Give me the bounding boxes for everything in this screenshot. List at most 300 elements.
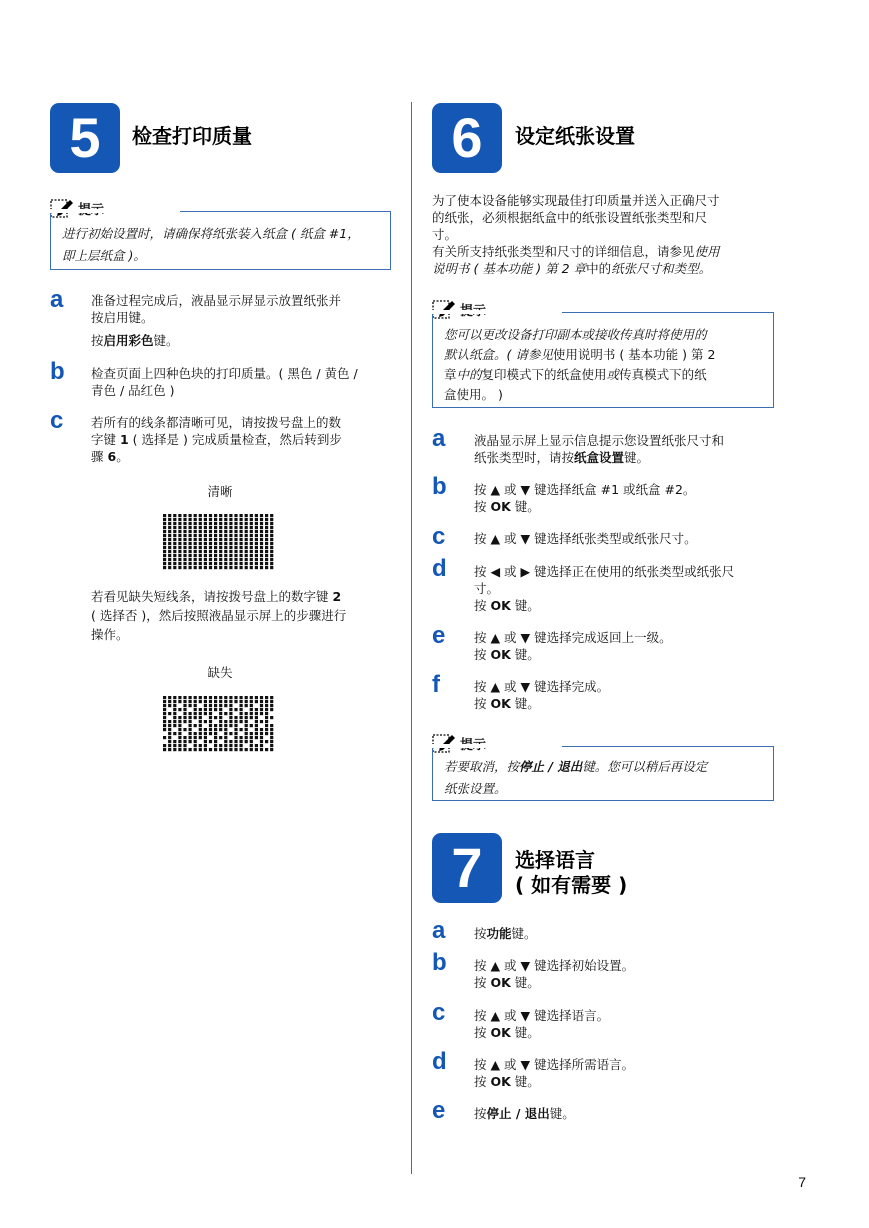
pattern-line-segment (214, 732, 217, 735)
step-7a-text (474, 925, 774, 942)
pattern-line-segment (219, 712, 222, 715)
pattern-line-segment (189, 530, 192, 533)
pattern-line-segment (240, 550, 243, 553)
text: 按 (474, 647, 491, 662)
pattern-line-segment (178, 518, 181, 521)
pattern-line-segment (224, 534, 227, 537)
pattern-line-segment (194, 704, 197, 707)
step-6-note-text (444, 325, 769, 405)
pattern-line-segment (245, 550, 248, 553)
title-line: ( 如有需要 ) (515, 873, 628, 897)
pattern-line-segment (199, 700, 202, 703)
pattern-line-segment (234, 546, 237, 549)
step-7c-text (474, 1007, 774, 1041)
pattern-line-segment (194, 546, 197, 549)
pattern-line-segment (255, 732, 258, 735)
pattern-line-segment (173, 700, 176, 703)
pattern-line-segment (265, 562, 268, 565)
text: 使用 (694, 244, 720, 259)
pattern-line-segment (183, 740, 186, 743)
pattern-line-segment (204, 704, 207, 707)
key-name: 停止 / 退出 (486, 1106, 550, 1121)
text-line: 按 ◀ 或 ▶ 键选择正在使用的纸张类型或纸张尺 (474, 564, 735, 579)
pattern-line-segment (250, 740, 253, 743)
text: 按 (474, 499, 491, 514)
pattern-line-segment (178, 732, 181, 735)
pattern-line-segment (245, 534, 248, 537)
pattern-line-segment (229, 550, 232, 553)
pattern-line-segment (204, 736, 207, 739)
text-line: 液晶显示屏上显示信息提示您设置纸张尺寸和 (474, 433, 725, 448)
pattern-line-segment (250, 732, 253, 735)
pattern-line-segment (224, 538, 227, 541)
pattern-line-segment (194, 530, 197, 533)
pattern-line-segment (178, 542, 181, 545)
key-name: 纸盒设置 (574, 450, 625, 465)
pattern-line-segment (234, 558, 237, 561)
text: 键。 (510, 1074, 540, 1089)
pattern-line-segment (209, 700, 212, 703)
clear-pattern-image (162, 514, 276, 570)
pattern-line-segment (163, 696, 166, 699)
pattern-line-segment (173, 740, 176, 743)
pattern-line-segment (234, 728, 237, 731)
step-7-badge: 7 (432, 833, 502, 903)
pattern-line-segment (234, 732, 237, 735)
pattern-line-segment (194, 534, 197, 537)
pattern-line-segment (168, 530, 171, 533)
missing-pattern-image (162, 696, 276, 752)
pattern-line-segment (204, 550, 207, 553)
text-line (432, 260, 777, 277)
pattern-line-segment (265, 514, 268, 517)
pattern-line-segment (229, 748, 232, 751)
pattern-line-segment (260, 526, 263, 529)
pattern-line-segment (204, 518, 207, 521)
pattern-line-segment (183, 538, 186, 541)
pattern-line-segment (173, 526, 176, 529)
pattern-line-segment (194, 712, 197, 715)
text: 中的 (586, 261, 612, 276)
pattern-line-segment (245, 724, 248, 727)
pattern-line-segment (255, 728, 258, 731)
pattern-line-segment (219, 514, 222, 517)
step-6b-text (474, 481, 774, 515)
text: 。 (116, 449, 129, 464)
pattern-line-segment (214, 744, 217, 747)
pattern-line-segment (163, 550, 166, 553)
pattern-line-segment (219, 550, 222, 553)
pattern-line-segment (245, 712, 248, 715)
pattern-line-segment (270, 566, 273, 569)
pattern-line-segment (178, 724, 181, 727)
pattern-line-segment (240, 526, 243, 529)
pattern-line-segment (219, 700, 222, 703)
pattern-line-segment (224, 518, 227, 521)
text: 键。 (153, 333, 179, 348)
key-name: OK (490, 1074, 511, 1089)
pattern-line-segment (168, 748, 171, 751)
pattern-line-segment (245, 720, 248, 723)
pattern-line-segment (229, 562, 232, 565)
pattern-line-segment (163, 526, 166, 529)
pattern-line-segment (240, 530, 243, 533)
text-line (91, 448, 391, 465)
step-letter: d (432, 1048, 447, 1075)
pattern-line-segment (183, 712, 186, 715)
pattern-line-segment (168, 732, 171, 735)
pattern-line-segment (270, 522, 273, 525)
pattern-line-segment (265, 712, 268, 715)
pattern-line-segment (245, 546, 248, 549)
pattern-line-segment (189, 514, 192, 517)
note-line: 您可以更改设备打印副本或接收传真时将使用的 (444, 327, 707, 342)
pattern-line-segment (234, 550, 237, 553)
pattern-line-segment (270, 708, 273, 711)
pattern-line-segment (255, 522, 258, 525)
pattern-line-segment (163, 546, 166, 549)
pattern-line-segment (270, 530, 273, 533)
pattern-line-segment (189, 566, 192, 569)
pattern-line-segment (194, 744, 197, 747)
pattern-line-segment (183, 534, 186, 537)
pattern-line-segment (173, 724, 176, 727)
pattern-line-segment (260, 732, 263, 735)
pattern-line-segment (270, 558, 273, 561)
text: 键。 (510, 696, 540, 711)
key-name: 2 (332, 589, 342, 604)
pattern-line-segment (168, 558, 171, 561)
pattern-line-segment (255, 696, 258, 699)
pattern-line-segment (168, 696, 171, 699)
pattern-line-segment (260, 546, 263, 549)
text: 复印模式下的纸盒使用 (481, 367, 607, 382)
pattern-line-segment (204, 732, 207, 735)
pattern-line-segment (270, 704, 273, 707)
pattern-line-segment (163, 720, 166, 723)
pattern-line-segment (245, 514, 248, 517)
step-letter: a (50, 286, 64, 313)
pattern-line-segment (265, 696, 268, 699)
pattern-line-segment (163, 534, 166, 537)
pattern-line-segment (250, 716, 253, 719)
note-line: 进行初始设置时，请确保将纸张装入纸盒 ( 纸盒 #1， (62, 226, 360, 241)
pattern-line-segment (260, 558, 263, 561)
pattern-line-segment (214, 704, 217, 707)
pattern-line-segment (270, 744, 273, 747)
pattern-line-segment (270, 526, 273, 529)
pattern-line-segment (209, 748, 212, 751)
pattern-line-segment (178, 716, 181, 719)
pattern-line-segment (189, 732, 192, 735)
pattern-line-segment (204, 530, 207, 533)
pattern-line-segment (229, 566, 232, 569)
pattern-line-segment (265, 728, 268, 731)
pattern-line-segment (199, 518, 202, 521)
pattern-line-segment (173, 538, 176, 541)
pattern-line-segment (229, 724, 232, 727)
pattern-line-segment (224, 554, 227, 557)
pattern-line-segment (260, 522, 263, 525)
text: 若要取消，按 (444, 759, 520, 774)
pattern-line-segment (250, 554, 253, 557)
pattern-line-segment (199, 744, 202, 747)
text-line (474, 974, 774, 991)
text-line (474, 1073, 774, 1090)
pattern-line-segment (270, 550, 273, 553)
pattern-line-segment (219, 696, 222, 699)
pattern-line-segment (194, 554, 197, 557)
pattern-line-segment (168, 566, 171, 569)
pattern-line-segment (214, 700, 217, 703)
pattern-line-segment (214, 550, 217, 553)
pattern-line-segment (199, 720, 202, 723)
note-line (444, 756, 769, 778)
pattern-line-segment (270, 562, 273, 565)
pattern-line-segment (168, 538, 171, 541)
text-line: 按 ▲ 或 ▼ 键选择纸盒 #1 或纸盒 #2。 (474, 482, 696, 497)
pattern-line-segment (199, 554, 202, 557)
pattern-line-segment (265, 558, 268, 561)
pattern-line-segment (189, 562, 192, 565)
pattern-line-segment (183, 530, 186, 533)
pattern-line-segment (178, 700, 181, 703)
pattern-line-segment (250, 704, 253, 707)
text: 键。 (510, 647, 540, 662)
pattern-line-segment (178, 748, 181, 751)
pattern-line-segment (234, 562, 237, 565)
note-line (444, 345, 769, 365)
pattern-line-segment (178, 720, 181, 723)
pattern-line-segment (199, 732, 202, 735)
pattern-line-segment (260, 566, 263, 569)
pattern-line-segment (199, 736, 202, 739)
pattern-line-segment (183, 522, 186, 525)
step-letter: f (432, 671, 440, 698)
pattern-line-segment (199, 538, 202, 541)
pattern-line-segment (219, 736, 222, 739)
pattern-line-segment (265, 522, 268, 525)
pattern-line-segment (168, 720, 171, 723)
text: 字键 (91, 432, 120, 447)
pattern-line-segment (240, 716, 243, 719)
pattern-line-segment (234, 724, 237, 727)
pattern-line-segment (245, 748, 248, 751)
pattern-line-segment (270, 700, 273, 703)
pattern-line-segment (173, 748, 176, 751)
text: 传真模式下的纸 (619, 367, 707, 382)
pattern-line-segment (219, 522, 222, 525)
pattern-line-segment (189, 522, 192, 525)
pattern-line-segment (229, 546, 232, 549)
pattern-line-segment (178, 514, 181, 517)
pattern-line-segment (270, 554, 273, 557)
pattern-line-segment (219, 562, 222, 565)
pattern-line-segment (260, 550, 263, 553)
pattern-line-segment (199, 522, 202, 525)
pattern-line-segment (265, 542, 268, 545)
text: 使用说明书 ( 基本功能 ) 第 2 (552, 347, 716, 362)
pattern-line-segment (240, 704, 243, 707)
step-6-note (432, 298, 774, 408)
pattern-line-segment (234, 708, 237, 711)
pattern-line-segment (209, 720, 212, 723)
pattern-line-segment (234, 736, 237, 739)
text: 键。 (549, 1106, 575, 1121)
pattern-line-segment (163, 530, 166, 533)
pattern-line-segment (219, 748, 222, 751)
step-letter: b (432, 473, 447, 500)
pattern-line-segment (189, 740, 192, 743)
step-letter: e (432, 1097, 446, 1124)
note-line (444, 365, 769, 385)
pattern-line-segment (265, 700, 268, 703)
pattern-line-segment (214, 716, 217, 719)
pattern-line-segment (168, 740, 171, 743)
pattern-line-segment (204, 744, 207, 747)
step-5-note-text (62, 223, 387, 267)
text: 键。 (510, 1025, 540, 1040)
pattern-line-segment (270, 534, 273, 537)
pattern-line-segment (199, 708, 202, 711)
pattern-line-segment (224, 700, 227, 703)
pattern-line-segment (214, 546, 217, 549)
text: 键。 (510, 975, 540, 990)
pattern-line-segment (245, 518, 248, 521)
pattern-line-segment (163, 708, 166, 711)
pattern-line-segment (255, 538, 258, 541)
pattern-line-segment (224, 732, 227, 735)
pattern-line-segment (270, 740, 273, 743)
pattern-line-segment (245, 740, 248, 743)
pattern-line-segment (209, 716, 212, 719)
pattern-line-segment (229, 712, 232, 715)
pattern-line-segment (173, 696, 176, 699)
pattern-line-segment (240, 720, 243, 723)
pattern-line-segment (194, 526, 197, 529)
pattern-line-segment (245, 736, 248, 739)
pattern-line-segment (234, 700, 237, 703)
pattern-line-segment (183, 696, 186, 699)
pattern-line-segment (183, 518, 186, 521)
pattern-line-segment (189, 720, 192, 723)
pattern-line-segment (234, 748, 237, 751)
pattern-line-segment (189, 542, 192, 545)
pattern-line-segment (265, 554, 268, 557)
pattern-line-segment (214, 542, 217, 545)
pattern-line-segment (229, 700, 232, 703)
pattern-line-segment (240, 538, 243, 541)
pattern-line-segment (219, 716, 222, 719)
pattern-line-segment (199, 712, 202, 715)
pattern-line-segment (229, 518, 232, 521)
pattern-line-segment (240, 736, 243, 739)
pattern-line-segment (229, 740, 232, 743)
pattern-line-segment (265, 534, 268, 537)
pattern-line-segment (265, 518, 268, 521)
pattern-line-segment (234, 566, 237, 569)
pattern-line-segment (173, 518, 176, 521)
pattern-line-segment (209, 538, 212, 541)
pattern-line-segment (255, 744, 258, 747)
pattern-line-segment (199, 530, 202, 533)
text: 或 (606, 367, 620, 382)
pattern-line-segment (178, 550, 181, 553)
pattern-line-segment (199, 728, 202, 731)
pattern-line-segment (178, 740, 181, 743)
pattern-line-segment (245, 522, 248, 525)
pattern-line-segment (245, 558, 248, 561)
key-name: OK (490, 1025, 511, 1040)
missing-label: 缺失 (207, 665, 233, 680)
pattern-line-segment (255, 542, 258, 545)
text: 说明书 ( 基本功能 ) 第 2 章 (432, 261, 587, 276)
pattern-line-segment (168, 728, 171, 731)
pattern-line-segment (224, 712, 227, 715)
step-7b-text (474, 957, 774, 991)
pattern-line-segment (260, 708, 263, 711)
pattern-line-segment (214, 736, 217, 739)
pattern-line-segment (265, 526, 268, 529)
step-6a-text (474, 432, 774, 466)
pattern-line-segment (260, 696, 263, 699)
step-5c-text (91, 414, 391, 465)
pattern-line-segment (234, 514, 237, 517)
pattern-line-segment (260, 518, 263, 521)
text-line (432, 243, 777, 260)
pattern-line-segment (214, 748, 217, 751)
pattern-line-segment (163, 748, 166, 751)
step-6-intro (432, 192, 777, 277)
text: 键。 (624, 450, 650, 465)
pattern-line-segment (214, 518, 217, 521)
pattern-line-segment (204, 546, 207, 549)
step-5-title: 检查打印质量 (132, 124, 252, 148)
pattern-line-segment (255, 716, 258, 719)
pattern-line-segment (224, 724, 227, 727)
pattern-line-segment (234, 744, 237, 747)
pattern-line-segment (229, 514, 232, 517)
pattern-line-segment (260, 562, 263, 565)
pattern-line-segment (163, 704, 166, 707)
pattern-line-segment (219, 566, 222, 569)
pattern-line-segment (178, 522, 181, 525)
pattern-line-segment (265, 566, 268, 569)
pattern-line-segment (183, 514, 186, 517)
pattern-line-segment (219, 542, 222, 545)
pattern-line-segment (178, 744, 181, 747)
pattern-line-segment (229, 534, 232, 537)
pattern-line-segment (255, 546, 258, 549)
text-line (91, 587, 391, 606)
pattern-line-segment (183, 546, 186, 549)
key-name: OK (490, 696, 511, 711)
pattern-line-segment (178, 538, 181, 541)
pattern-line-segment (199, 542, 202, 545)
pattern-line-segment (255, 514, 258, 517)
pattern-line-segment (270, 696, 273, 699)
pattern-line-segment (250, 696, 253, 699)
pattern-line-segment (240, 518, 243, 521)
pattern-line-segment (255, 720, 258, 723)
text-line: 按 ▲ 或 ▼ 键选择所需语言。 (474, 1057, 635, 1072)
pattern-line-segment (214, 740, 217, 743)
pattern-line-segment (209, 522, 212, 525)
pattern-line-segment (194, 558, 197, 561)
pattern-line-segment (199, 546, 202, 549)
pattern-line-segment (255, 530, 258, 533)
pattern-line-segment (168, 554, 171, 557)
